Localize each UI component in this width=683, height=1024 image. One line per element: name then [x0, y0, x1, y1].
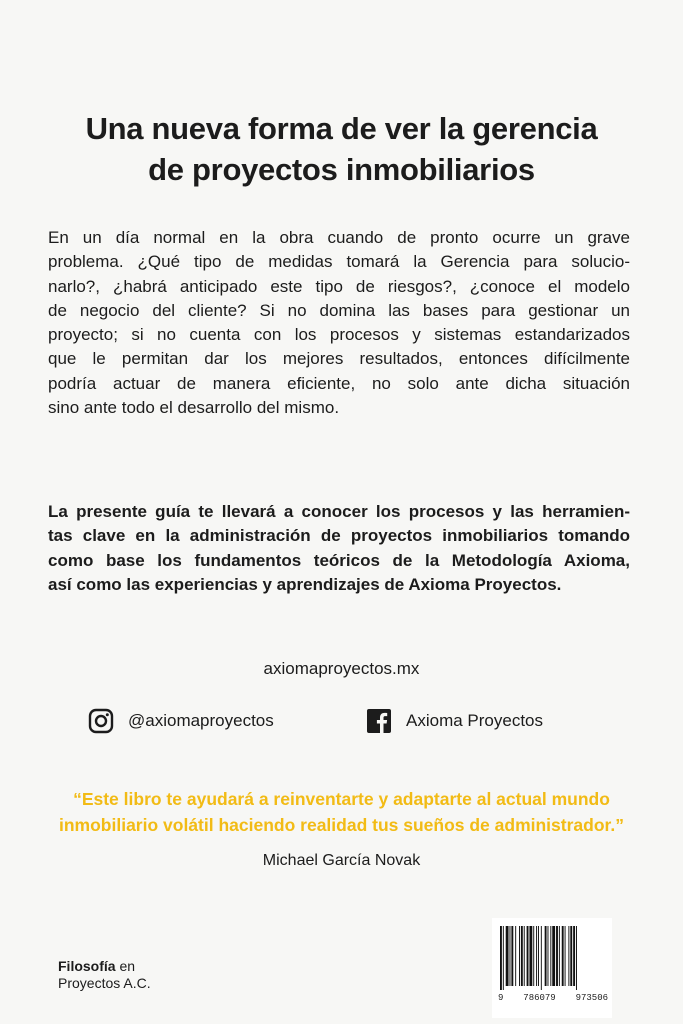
description-line: sino ante todo el desarrollo del mismo.: [48, 398, 340, 418]
description-line: problema. ¿Qué tipo de medidas tomará la Gerencia para solucio-: [48, 252, 630, 272]
facebook-icon: [366, 708, 392, 734]
highlight-line: como base los fundamentos teóricos de la Metodología Axioma,: [48, 550, 630, 570]
title-line-1: Una nueva forma de ver la gerencia: [85, 111, 598, 146]
barcode-bar: [529, 926, 532, 986]
barcode-bar: [533, 926, 534, 986]
barcode-bars: [500, 926, 604, 990]
barcode-bar: [562, 926, 564, 986]
barcode-bar: [570, 926, 572, 986]
barcode-bar: [545, 926, 547, 986]
barcode-bar: [521, 926, 523, 986]
publisher-logo: [58, 958, 151, 992]
barcode-bar: [559, 926, 560, 986]
barcode-bar: [550, 926, 551, 986]
barcode-bar: [519, 926, 520, 986]
barcode-bar: [510, 926, 511, 986]
title-line-2: de proyectos inmobiliarios: [148, 152, 535, 187]
publisher-line-1: [58, 958, 151, 975]
description-line: de negocio del cliente? Si no domina las bases para gestionar un: [48, 300, 630, 320]
barcode-bar: [515, 926, 516, 986]
publisher-line-2: Proyectos A.C.: [58, 975, 151, 991]
description-line: En un día normal en la obra cuando de pronto ocurre un grave: [48, 228, 630, 247]
description-line: narlo?, ¿habrá anticipado este tipo de riesgos?, ¿conoce el modelo: [48, 276, 630, 296]
barcode-bar: [506, 926, 509, 986]
barcode-digit-group: 973506: [575, 993, 608, 1003]
barcode-bar: [552, 926, 555, 986]
description-line: proyecto; si no cuenta con los procesos y sistemas estandarizados: [48, 325, 630, 345]
facebook-contact: [366, 707, 543, 735]
barcode-bar: [565, 926, 566, 986]
barcode-bar: [503, 926, 504, 990]
publisher-bold: Filosofía: [58, 958, 116, 974]
highlight-line: La presente guía te llevará a conocer los procesos y las herramien-: [48, 502, 630, 521]
barcode-bar: [524, 926, 525, 986]
quote-line-1: “Este libro te ayudará a reinventarte y adaptarte al actual mundo: [73, 789, 610, 809]
barcode-bar: [511, 926, 513, 986]
quote-line-2: inmobiliario volátil haciendo realidad tus sueños de administrador.”: [59, 815, 624, 835]
description-paragraph: [48, 226, 630, 420]
barcode-bar: [568, 926, 569, 986]
instagram-contact: [88, 707, 274, 735]
barcode-digit-group: 786079: [523, 993, 556, 1003]
barcode-bar: [536, 926, 537, 986]
barcode-bar: [576, 926, 577, 990]
barcode-bar: [548, 926, 549, 986]
facebook-handle: Axioma Proyectos: [406, 711, 543, 730]
quote-author: Michael García Novak: [262, 852, 421, 869]
barcode-bar: [500, 926, 502, 990]
description-line: podría actuar de manera eficiente, no solo ante dicha situación: [48, 373, 630, 393]
barcode-number: [498, 993, 608, 1003]
barcode-bar: [556, 926, 558, 986]
barcode-bar: [541, 926, 542, 990]
website-link: axiomaproyectos.mx: [263, 659, 420, 678]
barcode-digit-group: 9: [498, 993, 504, 1003]
book-title: [0, 108, 683, 190]
instagram-handle: @axiomaproyectos: [128, 711, 274, 730]
highlight-line: así como las experiencias y aprendizajes de Axioma Proyectos.: [48, 574, 562, 594]
testimonial-quote: [0, 786, 683, 838]
isbn-barcode: [492, 918, 612, 1018]
highlight-paragraph: [48, 500, 630, 597]
barcode-bar: [527, 926, 529, 986]
instagram-icon: [88, 708, 114, 734]
publisher-rest: en: [119, 958, 136, 974]
barcode-bar: [573, 926, 575, 986]
barcode-bar: [538, 926, 539, 986]
description-line: que le permitan dar los mejores resultados, entonces difícilmente: [48, 349, 630, 369]
highlight-line: tas clave en la administración de proyectos inmobiliarios tomando: [48, 526, 630, 546]
